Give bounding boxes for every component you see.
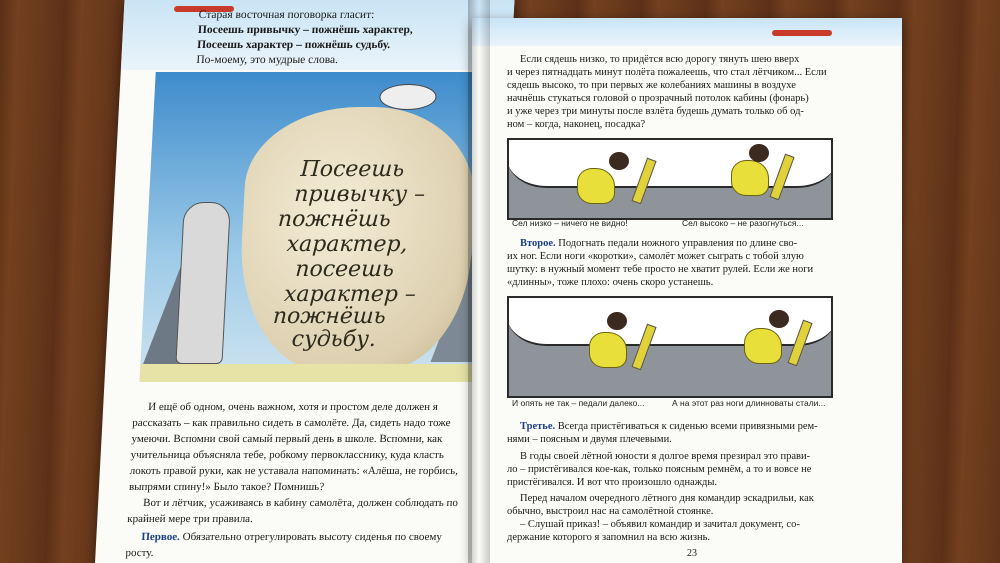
rule-first <box>141 530 442 545</box>
rock-line-4: характер, <box>286 232 409 257</box>
rule-third-text-2: нями – поясным и двумя плечевыми. <box>507 434 672 445</box>
rock-line-2: привычку – <box>293 182 426 207</box>
cockpit-figure-2 <box>507 296 833 398</box>
rule-second-text-4: «длинны», тоже плохо: очень скоро устанешь. <box>507 277 714 288</box>
proverb-line-2: Посеешь характер – пожнёшь судьбу. <box>196 39 391 51</box>
rock-line-1: Посеешь <box>299 157 405 182</box>
story-line-3: пристёгивался. И вот что произошло однажды. <box>507 477 718 488</box>
proverb-intro: Старая восточная поговорка гласит: <box>198 9 375 21</box>
story-line-6: – Слушай приказ! – объявил командир и зачитал документ, со- <box>520 519 800 530</box>
body-line-3: умеючи. Вспомни свой самый первый день в школе. Вспомни, как <box>131 433 443 445</box>
rule-first-label: Первое. <box>141 531 181 543</box>
rock-line-3: пожнёшь <box>277 207 392 232</box>
pilot-pedals-far <box>589 332 627 368</box>
top-text-2: и через пятнадцать минут полёта пожалеешь, что стал лётчиком... Если <box>507 67 827 78</box>
pilot-legs-long <box>744 328 782 364</box>
rule-first-text: Обязательно отрегулировать высоту сиденья по своему <box>182 531 443 543</box>
rule-third <box>520 420 818 433</box>
top-text-1: Если сядешь низко, то придётся всю дорогу тянуть шею вверх <box>520 54 800 65</box>
body-line-4: учительница объясняла тебе, робкому первокласснику, куда класть <box>130 449 445 461</box>
body-line-8: крайней мере три правила. <box>126 513 254 525</box>
rock-line-7: пожнёшь <box>272 304 387 329</box>
story-line-4: Перед началом очередного лётного дня командир эскадрильи, как <box>520 493 814 504</box>
pilot-high <box>731 160 769 196</box>
rule-first-text-end: росту. <box>125 547 154 559</box>
top-text-5: и уже через три минуты после взлёта будешь думать только об од- <box>507 106 804 117</box>
proverb-comment: По-моему, это мудрые слова. <box>196 54 339 66</box>
bird-on-rock <box>379 84 437 110</box>
rock-line-6: характер – <box>283 282 417 307</box>
body-line-7: Вот и лётчик, усаживаясь в кабину самолёта, должен соблюдать по <box>142 497 459 509</box>
helmet-icon <box>609 152 629 170</box>
rule-second-text-3: шутку: в нужный момент тебе просто не хватит рулей. Если же ноги <box>507 264 814 275</box>
left-page <box>95 0 515 563</box>
page-number: 23 <box>687 548 697 559</box>
fig2-caption-left: И опять не так – педали далеко... <box>512 398 645 408</box>
pilot-low <box>577 168 615 204</box>
top-text-6: ном – когда, наконец, посадка? <box>507 119 646 130</box>
airplane-icon-right <box>772 30 832 36</box>
rule-second-text-2: их ног. Если ноги «коротки», самолёт может сыграть с тобой злую <box>507 251 804 262</box>
ground <box>139 364 485 382</box>
helmet-icon <box>607 312 627 330</box>
rock-line-5: посеешь <box>294 257 395 282</box>
fig2-caption-right: А на этот раз ноги длинноваты стали... <box>672 398 826 408</box>
book-spine <box>468 0 490 563</box>
story-line-1: В годы своей лётной юности я долгое время презирал это прави- <box>520 451 811 462</box>
story-line-2: ло – пристёгивался кое-как, только поясным ремнём, а то и вовсе не <box>507 464 812 475</box>
helmet-icon <box>769 310 789 328</box>
rule-third-text-1: Всегда пристёгиваться к сиденью всеми привязными рем- <box>557 421 818 432</box>
right-page <box>472 18 902 563</box>
rule-second-text-1: Подогнать педали ножного управления по длине сво- <box>558 238 798 249</box>
top-text-4: начнёшь стукаться головой о прозрачный потолок кабины (фонарь) <box>507 93 809 104</box>
rule-second <box>520 237 797 250</box>
right-header-sky <box>472 18 902 46</box>
fig1-caption-right: Сел высоко – не разогнуться... <box>682 218 804 228</box>
pilot-figure <box>175 202 230 364</box>
cockpit-figure-1 <box>507 138 833 220</box>
story-line-5: обычно, выстроил нас на самолётной стоянке. <box>507 506 714 517</box>
rule-third-label: Третье. <box>520 421 556 432</box>
rock-line-8: судьбу. <box>291 327 377 352</box>
fig1-caption-left: Сел низко – ничего не видно! <box>512 218 628 228</box>
body-line-6: выпрями спину!» Было такое? Помнишь? <box>128 481 325 493</box>
proverb-line-1: Посеешь привычку – пожнёшь характер, <box>197 24 414 36</box>
proverb-illustration <box>139 72 500 382</box>
body-line-1: И ещё об одном, очень важном, хотя и простом деле должен я <box>147 401 439 413</box>
top-text-3: сядешь высоко, то при первых же колебаниях машины в воздухе <box>507 80 796 91</box>
body-line-2: рассказать – как правильно сидеть в самолёте. Да, сидеть надо тоже <box>132 417 451 429</box>
body-line-5: локоть правой руки, как не уставала напоминать: «Алёша, не горбись, <box>129 465 459 477</box>
rule-second-label: Второе. <box>520 238 556 249</box>
helmet-icon <box>749 144 769 162</box>
story-line-7: держание которого я запомнил на всю жизнь. <box>507 532 711 543</box>
